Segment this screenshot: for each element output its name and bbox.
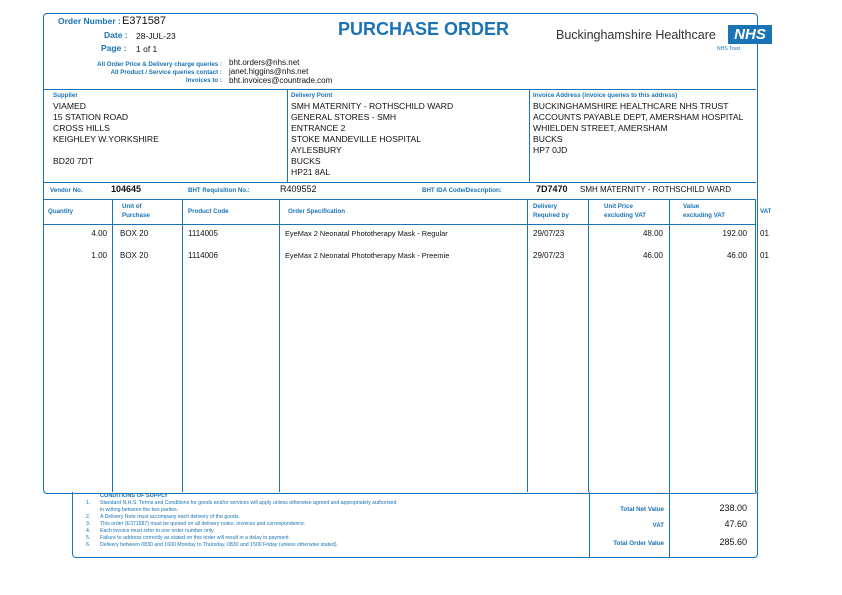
col-price-1: Unit Price [604,203,633,210]
row-specification: EyeMax 2 Neonatal Phototherapy Mask - Regular [285,229,448,238]
divider [287,89,288,182]
vendor-number: 104645 [111,184,142,194]
delivery-line: SMH MATERNITY - ROTHSCHILD WARD [291,101,454,111]
row-value: 46.00 [726,251,747,260]
row-vat: 01 [760,229,769,238]
invoice-label: Invoice Address (invoice queries to this address) [533,92,678,99]
page-label: Page : [101,43,127,53]
requisition-number: R409552 [280,184,317,194]
nhs-trust-subtitle: NHS Trust [717,46,741,52]
row-product-code: 1114006 [188,251,218,260]
row-quantity: 1.00 [91,251,107,260]
row-product-code: 1114005 [188,229,218,238]
row-unit-price: 48.00 [642,229,663,238]
total-net-value: 238.00 [719,503,747,513]
total-order-label: Total Order Value [613,540,664,547]
vendor-label: Vendor No. [50,187,83,194]
vat-value: 47.60 [724,519,747,529]
row-unit: BOX 20 [120,229,149,238]
col-quantity: Quantity [48,208,74,215]
order-number-label: Order Number : [58,16,121,26]
col-price-2: excluding VAT [604,212,647,219]
query-email-price[interactable]: bht.orders@nhs.net [229,58,300,67]
order-date: 28-JUL-23 [136,31,176,41]
condition-number: 3. [86,521,91,527]
condition-text: Standard N.H.S. Terms and Conditions for goods and/or services will apply unless otherwise agreed and appropriately authorised [100,500,397,506]
invoice-line: WHIELDEN STREET, AMERSHAM [533,123,668,133]
condition-number: 6. [86,542,91,548]
col-delivery-2: Required by [533,212,569,219]
order-number: E371587 [122,15,167,27]
supplier-line: VIAMED [53,101,86,111]
col-vat: VAT [760,208,772,215]
total-net-label: Total Net Value [620,506,664,513]
condition-text: This order (E371587) must be quoted on all delivery notes, invoices and correspondence. [100,521,306,527]
requisition-label: BHT Requisition No.: [188,187,250,194]
condition-text: A Delivery Note must accompany each delivery of the goods. [100,514,240,520]
row-vat: 01 [760,251,769,260]
row-unit: BOX 20 [120,251,149,260]
condition-number: 4. [86,528,91,534]
delivery-label: Delivery Point [291,92,333,99]
divider [589,492,590,557]
condition-text: Failure to address correctly as stated on this order will result in a delay in payment. [100,535,291,541]
condition-number: 2. [86,514,91,520]
supplier-line: CROSS HILLS [53,123,110,133]
delivery-line: ENTRANCE 2 [291,123,346,133]
col-value-2: excluding VAT [683,212,726,219]
col-unit-2: Purchase [122,212,150,219]
invoice-line: BUCKINGHAMSHIRE HEALTHCARE NHS TRUST [533,101,729,111]
query-label-invoices: Invoices to : [185,77,222,84]
ida-label: BHT IDA Code/Description: [422,187,502,194]
invoice-line: HP7 0JD [533,145,568,155]
col-delivery-1: Delivery [533,203,558,210]
query-label-product: All Product / Service queries contact : [110,69,222,76]
divider [44,224,756,225]
divider [112,199,113,492]
org-name: Buckinghamshire Healthcare [556,28,716,42]
row-unit-price: 46.00 [642,251,663,260]
invoice-line: BUCKS [533,134,563,144]
divider [44,182,756,183]
divider [529,89,530,182]
ida-description: SMH MATERNITY - ROTHSCHILD WARD [580,185,731,194]
vat-label: VAT [652,522,664,529]
divider [588,199,589,492]
conditions-title: CONDITIONS OF SUPPLY [100,493,168,499]
col-value-1: Value [683,203,700,210]
condition-text: in writing between the two parties. [100,507,179,513]
col-product-code: Product Code [188,208,229,215]
query-email-invoices[interactable]: bht.invoices@countrade.com [229,76,333,85]
divider [182,199,183,492]
supplier-label: Supplier [53,92,78,99]
query-label-price: All Order Price & Delivery charge queries : [97,61,222,68]
row-delivery-date: 29/07/23 [533,251,565,260]
supplier-line: 15 STATION ROAD [53,112,129,122]
divider [669,492,670,557]
delivery-line: STOKE MANDEVILLE HOSPITAL [291,134,422,144]
condition-text: Each invoice must refer to one order number only. [100,528,215,534]
nhs-logo: NHS [728,25,772,44]
delivery-line: GENERAL STORES - SMH [291,112,397,122]
row-delivery-date: 29/07/23 [533,229,565,238]
divider [669,199,670,492]
delivery-line: AYLESBURY [291,145,342,155]
supplier-line: BD20 7DT [53,156,94,166]
condition-text: Delivery between 0830 and 1600 Monday to Thursday, 0830 and 1500 Friday (unless otherwise stated). [100,542,339,548]
divider [527,199,528,492]
divider [279,199,280,492]
date-label: Date : [104,30,128,40]
col-specification: Order Specification [288,208,346,215]
row-specification: EyeMax 2 Neonatal Phototherapy Mask - Preemie [285,251,450,260]
query-email-product[interactable]: janet.higgins@nhs.net [229,67,309,76]
divider [44,89,756,90]
delivery-line: HP21 8AL [291,167,331,177]
col-unit-1: Unit of [122,203,142,210]
divider [44,199,756,200]
page-title: PURCHASE ORDER [338,19,510,39]
row-value: 192.00 [722,229,747,238]
invoice-line: ACCOUNTS PAYABLE DEPT, AMERSHAM HOSPITAL [533,112,744,122]
row-quantity: 4.00 [91,229,107,238]
delivery-line: BUCKS [291,156,321,166]
ida-code: 7D7470 [536,184,568,194]
condition-number: 5. [86,535,91,541]
total-order-value: 285.60 [719,537,747,547]
divider [755,199,756,492]
supplier-line: KEIGHLEY W.YORKSHIRE [53,134,159,144]
condition-number: 1. [86,500,91,506]
page-number: 1 of 1 [136,44,158,54]
